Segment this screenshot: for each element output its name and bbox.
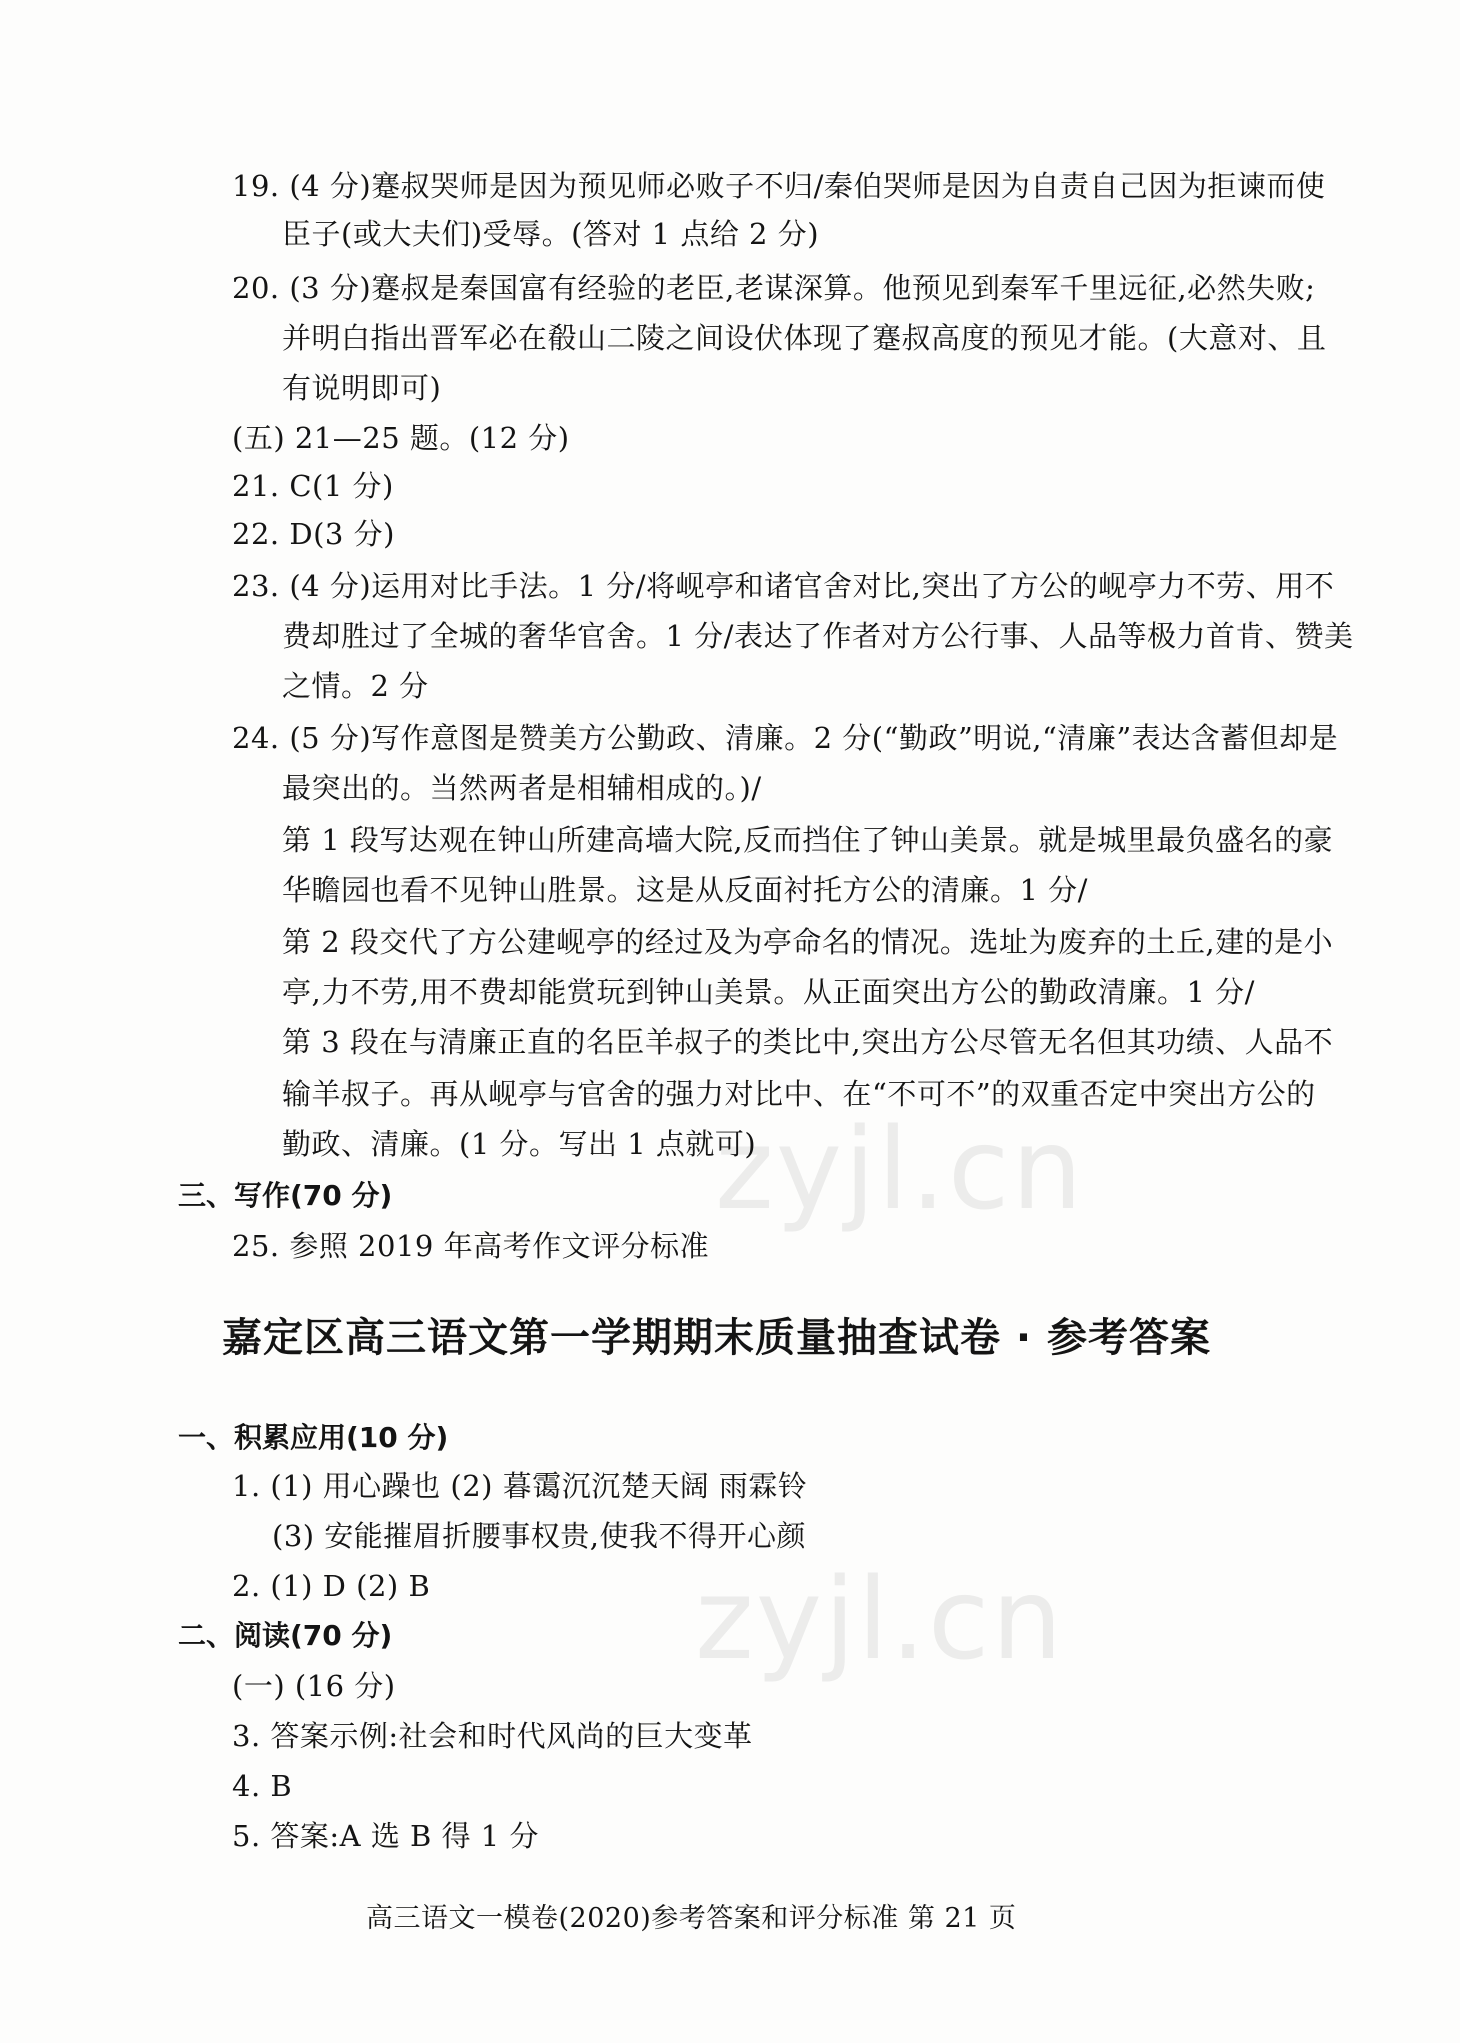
answer-24-line-5: 第 2 段交代了方公建岘亭的经过及为亭命名的情况。选址为废弃的土丘,建的是小 [282, 925, 1334, 959]
answer-24-line-4: 华瞻园也看不见钟山胜景。这是从反面衬托方公的清廉。1 分/ [282, 873, 1088, 907]
answer-25: 25. 参照 2019 年高考作文评分标准 [232, 1229, 710, 1263]
answer-5: 5. 答案:A 选 B 得 1 分 [232, 1819, 539, 1853]
answer-4: 4. B [232, 1769, 293, 1803]
answer-24-line-6: 亭,力不劳,用不费却能赏玩到钟山美景。从正面突出方公的勤政清廉。1 分/ [282, 975, 1255, 1009]
answer-21: 21. C(1 分) [232, 469, 394, 503]
page-footer: 高三语文一模卷(2020)参考答案和评分标准 第 21 页 [366, 1903, 1017, 1934]
answer-1-line-2: (3) 安能摧眉折腰事权贵,使我不得开心颜 [272, 1519, 807, 1553]
answer-19-line-1: 19. (4 分)蹇叔哭师是因为预见师必败子不归/秦伯哭师是因为自责自己因为拒谏而使 [232, 169, 1326, 203]
part-five-heading: (五) 21—25 题。(12 分) [232, 421, 570, 455]
answer-23-line-2: 费却胜过了全城的奢华官舍。1 分/表达了作者对方公行事、人品等极力首肯、赞美 [282, 619, 1354, 653]
answer-20-line-1: 20. (3 分)蹇叔是秦国富有经验的老臣,老谋深算。他预见到秦军千里远征,必然失败; [232, 271, 1316, 305]
answer-1-line-1: 1. (1) 用心躁也 (2) 暮霭沉沉楚天阔 雨霖铃 [232, 1469, 808, 1503]
section-three-heading: 三、写作(70 分) [178, 1179, 393, 1212]
watermark-lower: zyjl.cn [695, 1555, 1065, 1685]
answer-22: 22. D(3 分) [232, 517, 395, 551]
answer-24-line-2: 最突出的。当然两者是相辅相成的。)/ [282, 771, 762, 805]
answer-24-line-9: 勤政、清廉。(1 分。写出 1 点就可) [282, 1127, 757, 1161]
answer-23-line-3: 之情。2 分 [282, 669, 429, 703]
answer-23-line-1: 23. (4 分)运用对比手法。1 分/将岘亭和诸官舍对比,突出了方公的岘亭力不劳、用不 [232, 569, 1335, 603]
answer-24-line-7: 第 3 段在与清廉正直的名臣羊叔子的类比中,突出方公尽管无名但其功绩、人品不 [282, 1025, 1334, 1059]
part-one-heading: (一) (16 分) [232, 1669, 396, 1703]
watermark-upper: zyjl.cn [715, 1105, 1085, 1235]
answer-2: 2. (1) D (2) B [232, 1569, 431, 1603]
answer-24-line-8: 输羊叔子。再从岘亭与官舍的强力对比中、在“不可不”的双重否定中突出方公的 [282, 1077, 1316, 1111]
answer-3: 3. 答案示例:社会和时代风尚的巨大变革 [232, 1719, 753, 1753]
answer-24-line-1: 24. (5 分)写作意图是赞美方公勤政、清廉。2 分(“勤政”明说,“清廉”表达含蓄但却是 [232, 721, 1339, 755]
answer-19-line-2: 臣子(或大夫们)受辱。(答对 1 点给 2 分) [282, 217, 820, 251]
document-title: 嘉定区高三语文第一学期期末质量抽查试卷 · 参考答案 [222, 1315, 1212, 1361]
answer-24-line-3: 第 1 段写达观在钟山所建高墙大院,反而挡住了钟山美景。就是城里最负盛名的豪 [282, 823, 1334, 857]
answer-20-line-3: 有说明即可) [282, 371, 442, 405]
section-two-heading: 二、阅读(70 分) [178, 1619, 393, 1652]
section-one-heading: 一、积累应用(10 分) [178, 1421, 449, 1454]
answer-20-line-2: 并明白指出晋军必在殽山二陵之间设伏体现了蹇叔高度的预见才能。(大意对、且 [282, 321, 1327, 355]
